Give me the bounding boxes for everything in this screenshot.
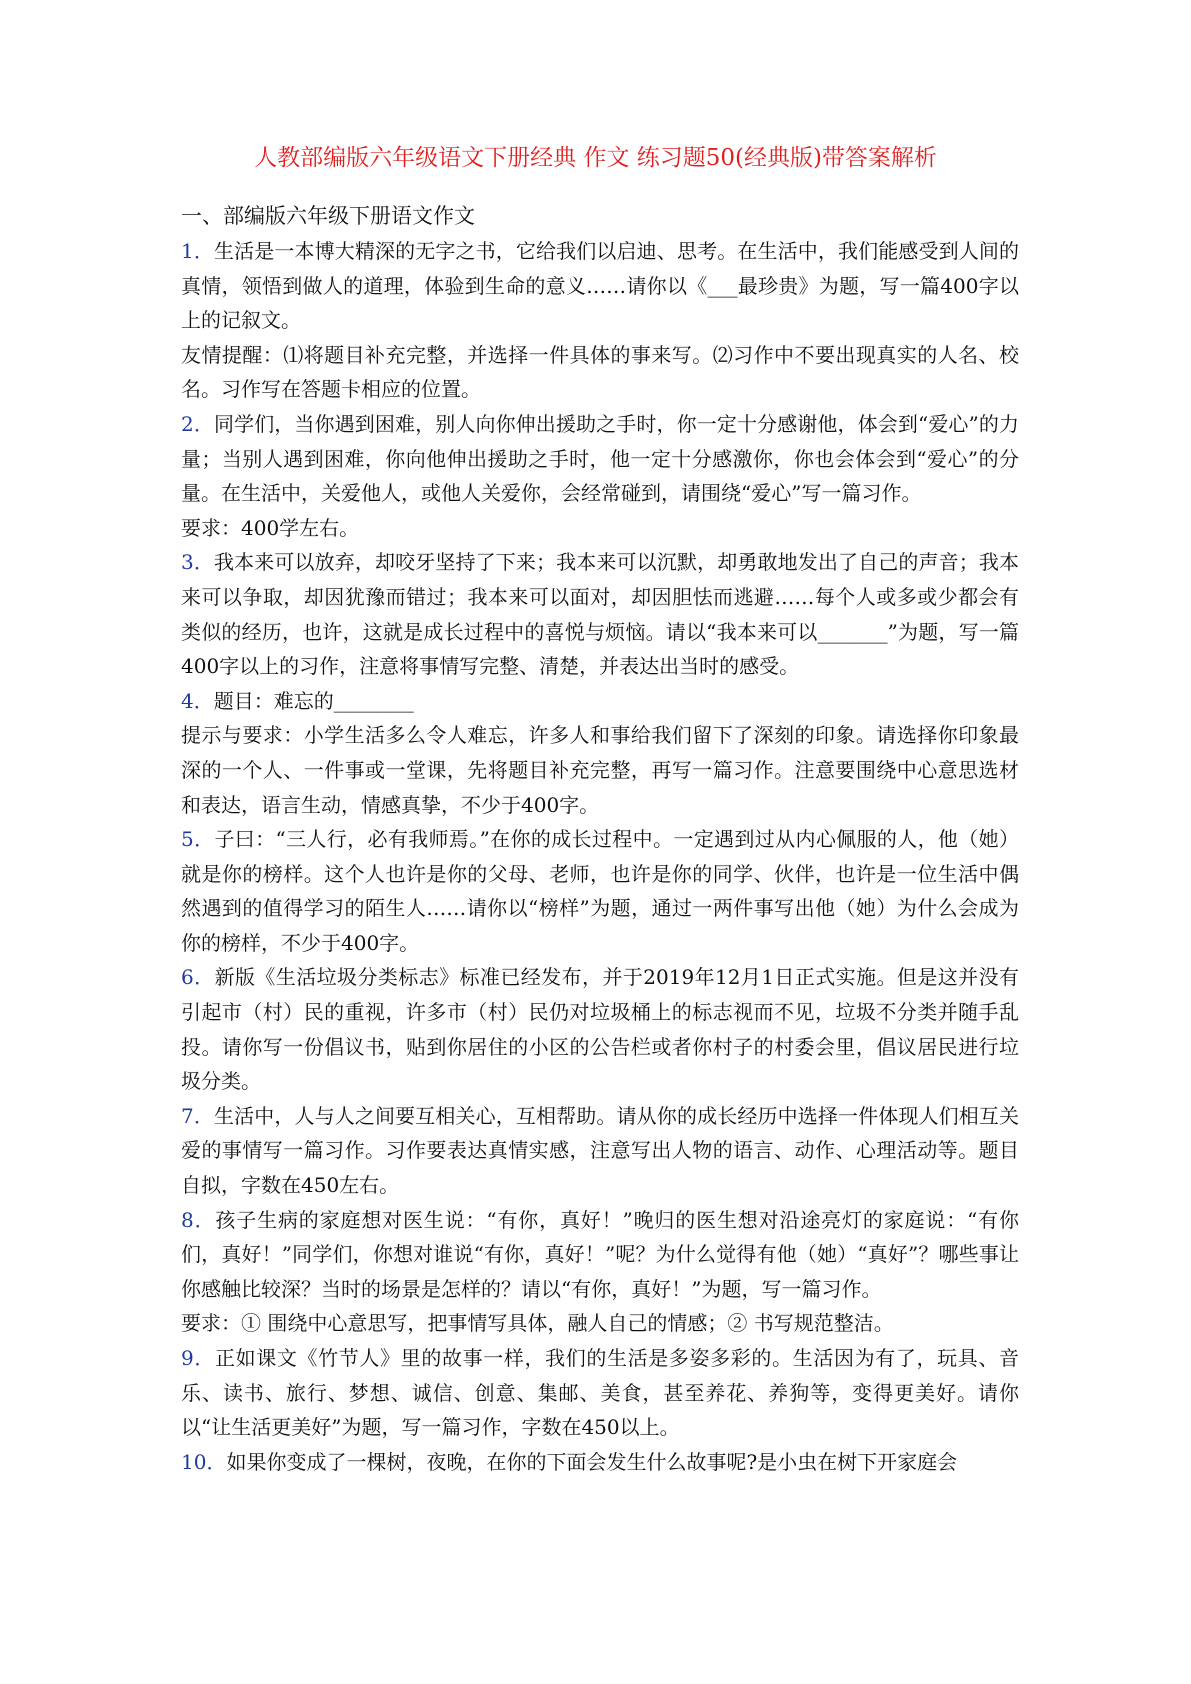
question-5 bbox=[181, 822, 1019, 960]
question-text: 子曰：“三人行，必有我师焉。”在你的成长过程中。一定遇到过从内心佩服的人，他（她）就是你的榜样。这个人也许是你的父母、老师，也许是你的同学、伙伴，也许是一位生活中偶然遇到的值得学习的陌生人……请你以“榜样”为题，通过一两件事写出他（她）为什么会成为你的榜样，不少于400字。 bbox=[181, 827, 1019, 955]
question-3 bbox=[181, 545, 1019, 683]
question-number: 3． bbox=[181, 550, 214, 575]
question-number: 9． bbox=[181, 1346, 215, 1370]
question-number: 5． bbox=[181, 827, 215, 852]
question-number: 2． bbox=[181, 411, 214, 436]
question-text: 同学们，当你遇到困难，别人向你伸出援助之手时，你一定十分感谢他，体会到“爱心”的力量；当别人遇到困难，你向他伸出援助之手时，他一定十分感激你，你也会体会到“爱心”的分量。在生活中，关爱他人，或他人关爱你，会经常碰到，请围绕“爱心”写一篇习作。 bbox=[181, 411, 1020, 506]
question-8 bbox=[181, 1203, 1019, 1307]
question-text: 孩子生病的家庭想对医生说：“有你，真好！”晚归的医生想对沿途亮灯的家庭说：“有你们，真好！”同学们，你想对谁说“有你，真好！”呢？为什么觉得有他（她）“真好”？哪些事让你感触比较深？当时的场景是怎样的？请以“有你，真好！”为题，写一篇习作。 bbox=[181, 1207, 1019, 1301]
question-number: 1． bbox=[181, 239, 214, 263]
question-1-note: 友情提醒：⑴将题目补充完整，并选择一件具体的事来写。⑵习作中不要出现真实的人名、校名。习作写在答题卡相应的位置。 bbox=[181, 342, 1019, 402]
question-2 bbox=[181, 407, 1019, 511]
question-text: 生活是一本博大精深的无字之书，它给我们以启迪、思考。在生活中，我们能感受到人间的真情，领悟到做人的道理，体验到生命的意义……请你以《___最珍贵》为题，写一篇400字以上的记叙文。 bbox=[181, 239, 1019, 333]
question-text: 如果你变成了一棵树，夜晚，在你的下面会发生什么故事呢?是小虫在树下开家庭会 bbox=[226, 1449, 958, 1474]
question-9 bbox=[181, 1341, 1019, 1445]
question-text: 新版《生活垃圾分类标志》标准已经发布，并于2019年12月1日正式实施。但是这并没有引起市（村）民的重视，许多市（村）民仍对垃圾桶上的标志视而不见，垃圾不分类并随手乱投。请你写一份倡议书，贴到你居住的小区的公告栏或者你村子的村委会里，倡议居民进行垃圾分类。 bbox=[181, 965, 1019, 1094]
question-text: 题目：难忘的________ bbox=[213, 688, 414, 713]
question-4 bbox=[181, 684, 1019, 719]
question-number: 6． bbox=[181, 965, 215, 990]
question-4-requirement: 提示与要求：小学生活多么令人难忘，许多人和事给我们留下了深刻的印象。请选择你印象最深的一个人、一件事或一堂课，先将题目补充完整，再写一篇习作。注意要围绕中心意思选材和表达，语言生动，情感真挚，不少于400字。 bbox=[181, 723, 1019, 817]
question-number: 8． bbox=[181, 1207, 216, 1232]
question-text: 生活中，人与人之间要互相关心，互相帮助。请从你的成长经历中选择一件体现人们相互关爱的事情写一篇习作。习作要表达真情实感，注意写出人物的语言、动作、心理活动等。题目自拟，字数在450左右。 bbox=[181, 1103, 1019, 1198]
question-number: 4． bbox=[181, 688, 214, 713]
question-10 bbox=[181, 1445, 1019, 1480]
question-6 bbox=[181, 960, 1019, 1098]
question-1 bbox=[181, 234, 1019, 338]
question-7 bbox=[181, 1099, 1019, 1203]
question-number: 7． bbox=[181, 1103, 214, 1128]
question-number: 10． bbox=[181, 1449, 227, 1474]
question-2-requirement: 要求：400学左右。 bbox=[181, 515, 360, 540]
question-text: 我本来可以放弃，却咬牙坚持了下来；我本来可以沉默，却勇敢地发出了自己的声音；我本来可以争取，却因犹豫而错过；我本来可以面对，却因胆怯而逃避……每个人或多或少都会有类似的经历，也许，这就是成长过程中的喜悦与烦恼。请以“我本来可以_______”为题，写一篇400字以上的习作，注意将事情写完整、清楚，并表达出当时的感受。 bbox=[181, 550, 1019, 679]
section-heading: 一、部编版六年级下册语文作文 bbox=[181, 204, 475, 228]
question-text: 正如课文《竹节人》里的故事一样，我们的生活是多姿多彩的。生活因为有了，玩具、音乐、读书、旅行、梦想、诚信、创意、集邮、美食，甚至养花、养狗等，变得更美好。请你以“让生活更美好”为题，写一篇习作，字数在450以上。 bbox=[181, 1346, 1020, 1440]
document-body bbox=[181, 198, 1019, 1479]
question-8-requirement: 要求：① 围绕中心意思写，把事情写具体，融人自己的情感；② 书写规范整洁。 bbox=[181, 1311, 894, 1336]
document-title: 人教部编版六年级语文下册经典 作文 练习题50(经典版)带答案解析 bbox=[254, 145, 937, 171]
